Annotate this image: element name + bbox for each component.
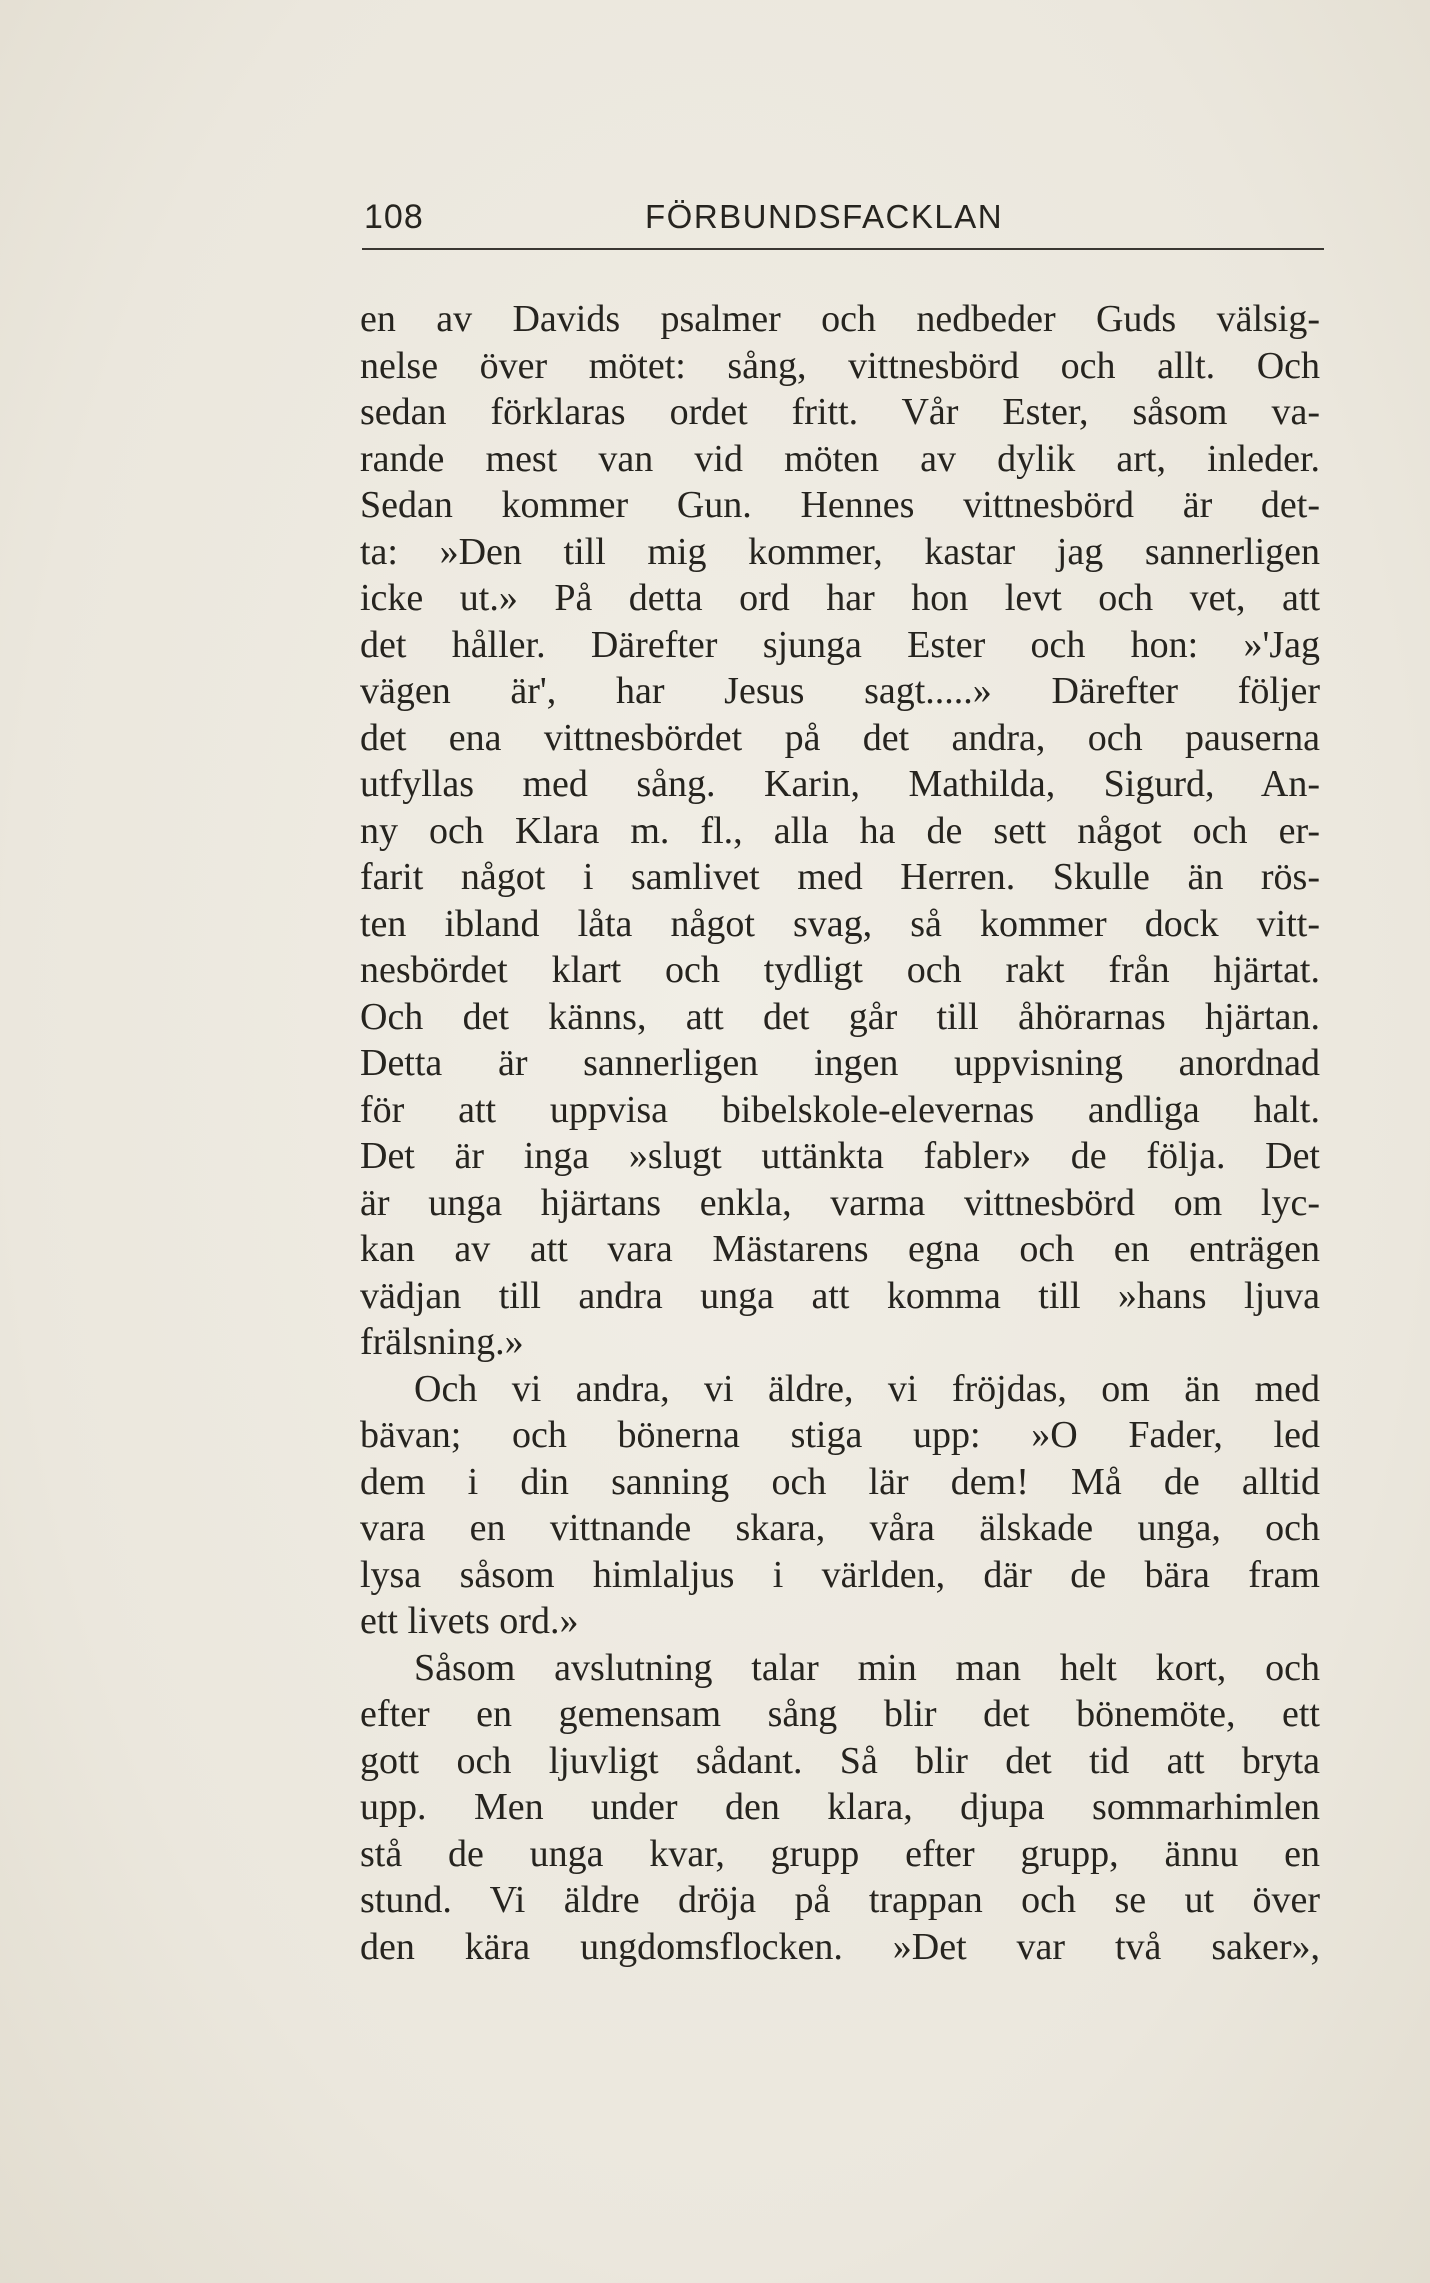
text-line: rande mest van vid möten av dylik art, inleder. xyxy=(360,437,1320,480)
text-line: den kära ungdomsflocken. »Det var två saker», xyxy=(360,1925,1320,1968)
text-line: ny och Klara m. fl., alla ha de sett något och er- xyxy=(360,809,1320,852)
text-line: en av Davids psalmer och nedbeder Guds välsig- xyxy=(360,298,1320,340)
text-line: upp. Men under den klara, djupa sommarhimlen xyxy=(360,1786,1320,1828)
text-line: vara en vittnande skara, våra älskade unga, och xyxy=(360,1507,1320,1549)
text-line: farit något i samlivet med Herren. Skulle än rös- xyxy=(360,856,1320,898)
text-line: Detta är sannerligen ingen uppvisning anordnad xyxy=(360,1042,1320,1084)
text-line: för att uppvisa bibelskole-elevernas andliga halt. xyxy=(360,1088,1320,1131)
text-line: sedan förklaras ordet fritt. Vår Ester, såsom va- xyxy=(360,391,1320,433)
text-line: kan av att vara Mästarens egna och en enträgen xyxy=(360,1228,1320,1270)
page-number: 108 xyxy=(364,198,424,236)
text-line: ett livets ord.» xyxy=(360,1600,579,1642)
text-line: är unga hjärtans enkla, varma vittnesbörd om lyc- xyxy=(360,1181,1320,1224)
text-line: bävan; och bönerna stiga upp: »O Fader, led xyxy=(360,1414,1320,1456)
text-line: Sedan kommer Gun. Hennes vittnesbörd är det- xyxy=(360,484,1320,526)
text-line: ten ibland låta något svag, så kommer dock vitt- xyxy=(360,902,1320,945)
text-line: vägen är', har Jesus sagt.....» Därefter följer xyxy=(360,670,1320,712)
text-line: stå de unga kvar, grupp efter grupp, ännu en xyxy=(360,1832,1320,1875)
text-line: Såsom avslutning talar min man helt kort, och xyxy=(414,1646,1320,1689)
body-text xyxy=(360,296,1320,1970)
text-line: lysa såsom himlaljus i världen, där de bära fram xyxy=(360,1553,1320,1596)
text-line: ta: »Den till mig kommer, kastar jag sannerligen xyxy=(360,530,1320,573)
text-line: vädjan till andra unga att komma till »hans ljuva xyxy=(360,1274,1320,1317)
text-line: Och vi andra, vi äldre, vi fröjdas, om än med xyxy=(414,1367,1320,1410)
running-title: FÖRBUNDSFACKLAN xyxy=(645,198,1004,235)
text-line: nesbördet klart och tydligt och rakt från hjärtat. xyxy=(360,949,1320,991)
text-line: stund. Vi äldre dröja på trappan och se ut över xyxy=(360,1879,1320,1921)
text-line: det ena vittnesbördet på det andra, och pauserna xyxy=(360,716,1320,759)
text-line: Och det känns, att det går till åhörarnas hjärtan. xyxy=(360,995,1320,1038)
page-header xyxy=(362,198,1324,250)
text-line: Det är inga »slugt uttänkta fabler» de följa. Det xyxy=(360,1135,1320,1177)
text-line: utfyllas med sång. Karin, Mathilda, Sigurd, An- xyxy=(360,763,1320,805)
text-line: dem i din sanning och lär dem! Må de alltid xyxy=(360,1460,1320,1503)
text-line: gott och ljuvligt sådant. Så blir det tid att bryta xyxy=(360,1739,1320,1782)
text-line: nelse över mötet: sång, vittnesbörd och allt. Och xyxy=(360,344,1320,387)
text-line: frälsning.» xyxy=(360,1321,524,1363)
text-line: efter en gemensam sång blir det bönemöte, ett xyxy=(360,1693,1320,1735)
text-line: det håller. Därefter sjunga Ester och hon: »'Jag xyxy=(360,623,1320,666)
text-line: icke ut.» På detta ord har hon levt och vet, att xyxy=(360,577,1320,619)
